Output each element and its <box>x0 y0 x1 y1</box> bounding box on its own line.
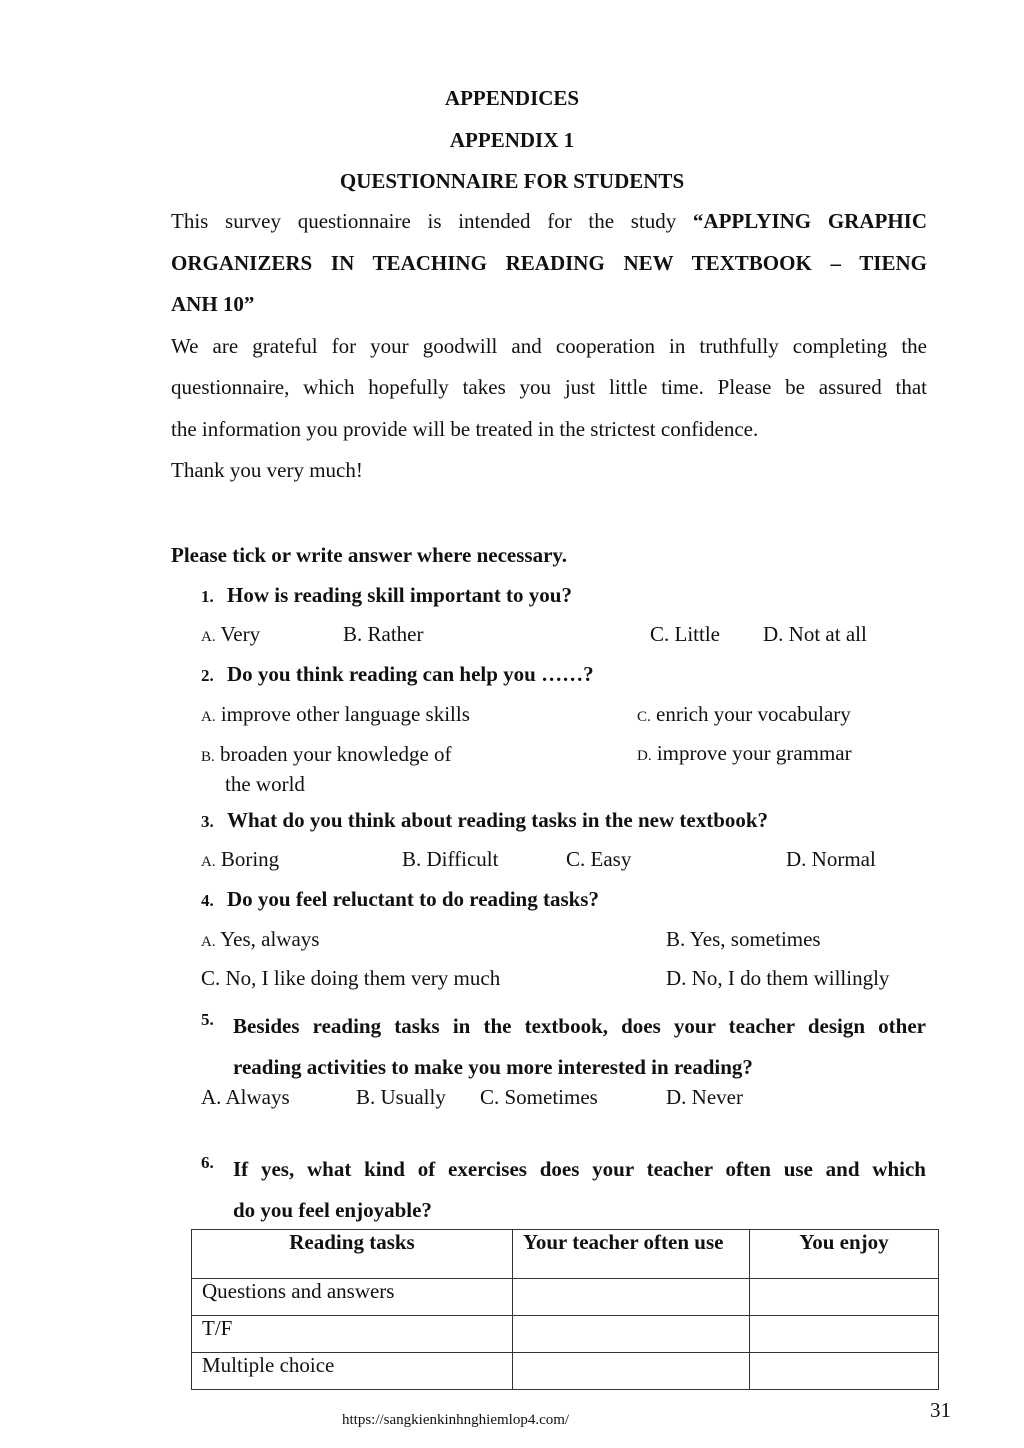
option-text: enrich your vocabulary <box>650 702 851 726</box>
question-text-line-1: Besides reading tasks in the textbook, does your teacher design other <box>233 1014 926 1038</box>
gratitude-line-1: We are grateful for your goodwill and cooperation in truthfully completing the <box>171 333 927 358</box>
option-letter: A. <box>201 709 216 725</box>
gratitude-line-2: questionnaire, which hopefully takes you just little time. Please be assured that <box>171 375 927 399</box>
appendices-heading: APPENDICES <box>444 86 580 110</box>
option-letter: A. <box>201 629 216 645</box>
option-line-1 <box>201 741 452 771</box>
q1-option-c[interactable]: C. Little <box>650 622 720 646</box>
question-text: Do you think reading can help you ……? <box>227 662 594 686</box>
q4-option-c[interactable]: C. No, I like doing them very much <box>201 966 501 990</box>
q2-option-c[interactable] <box>637 702 851 727</box>
option-text: broaden your knowledge of <box>214 742 452 766</box>
header-you-enjoy: You enjoy <box>750 1230 939 1279</box>
appendix-1-heading: APPENDIX 1 <box>449 128 575 152</box>
q5-option-a[interactable]: A. Always <box>201 1085 290 1109</box>
study-title-part-2: ORGANIZERS IN TEACHING READING NEW TEXTBOOK – TIENG <box>171 250 927 275</box>
question-text: What do you think about reading tasks in the new textbook? <box>227 808 769 832</box>
gratitude-line-3: the information you provide will be treated in the strictest confidence. <box>171 416 759 441</box>
teacher-use-cell[interactable] <box>513 1279 750 1316</box>
question-number: 2. <box>201 666 214 685</box>
question-number: 3. <box>201 812 214 831</box>
enjoy-cell[interactable] <box>750 1353 939 1390</box>
task-cell: Multiple choice <box>192 1353 513 1390</box>
table-row <box>192 1279 939 1316</box>
study-title-part-3: ANH 10” <box>171 292 255 316</box>
q3-option-b[interactable]: B. Difficult <box>402 847 499 871</box>
option-letter: B. <box>201 749 215 765</box>
table-row <box>192 1353 939 1390</box>
option-letter: A. <box>201 854 216 870</box>
q5-option-c[interactable]: C. Sometimes <box>480 1085 598 1109</box>
question-text-line-2: do you feel enjoyable? <box>233 1198 432 1222</box>
question-6 <box>233 1149 926 1231</box>
q2-option-d[interactable] <box>637 741 852 766</box>
instruction-text: Please tick or write answer where necessary. <box>171 543 567 567</box>
table-row <box>192 1316 939 1353</box>
task-cell: Questions and answers <box>192 1279 513 1316</box>
questionnaire-title: QUESTIONNAIRE FOR STUDENTS <box>339 169 685 193</box>
option-text: improve your grammar <box>651 741 852 765</box>
q1-option-a[interactable] <box>201 622 260 647</box>
teacher-use-cell[interactable] <box>513 1316 750 1353</box>
question-number: 4. <box>201 891 214 910</box>
q1-option-d[interactable]: D. Not at all <box>763 622 867 646</box>
question-6-number: 6. <box>201 1153 214 1172</box>
enjoy-cell[interactable] <box>750 1279 939 1316</box>
q4-option-d[interactable]: D. No, I do them willingly <box>666 966 890 990</box>
q2-option-b[interactable] <box>201 741 452 798</box>
question-text-line-1: If yes, what kind of exercises does your teacher often use and which <box>233 1157 926 1181</box>
question-5 <box>233 1006 926 1088</box>
q3-option-a[interactable] <box>201 847 279 872</box>
footer-url[interactable]: https://sangkienkinhnghiemlop4.com/ <box>342 1412 570 1428</box>
question-text: Do you feel reluctant to do reading tasks? <box>227 887 599 911</box>
intro-line-1 <box>171 201 927 243</box>
q3-option-c[interactable]: C. Easy <box>566 847 632 871</box>
option-text: Very <box>215 622 261 646</box>
table-header-row <box>192 1230 939 1279</box>
q2-option-a[interactable] <box>201 702 470 727</box>
question-2 <box>201 662 594 687</box>
option-letter: D. <box>637 748 652 764</box>
question-number: 1. <box>201 587 214 606</box>
question-5-number: 5. <box>201 1010 214 1029</box>
option-text: improve other language skills <box>215 702 470 726</box>
question-1 <box>201 583 572 608</box>
question-3 <box>201 808 768 833</box>
q1-option-b[interactable]: B. Rather <box>343 622 424 646</box>
q5-option-b[interactable]: B. Usually <box>356 1085 446 1109</box>
page-number: 31 <box>930 1398 951 1422</box>
option-text: Boring <box>215 847 280 871</box>
study-title-part-1: “APPLYING GRAPHIC <box>692 209 927 233</box>
option-text: Yes, always <box>215 927 320 951</box>
q4-option-b[interactable]: B. Yes, sometimes <box>666 927 821 951</box>
reading-tasks-table <box>191 1229 939 1390</box>
option-line-2: the world <box>225 772 305 796</box>
question-4 <box>201 887 599 912</box>
intro-paragraph <box>171 201 927 492</box>
task-cell: T/F <box>192 1316 513 1353</box>
header-teacher-use: Your teacher often use <box>513 1230 750 1279</box>
q4-option-a[interactable] <box>201 927 319 952</box>
option-letter: C. <box>637 709 651 725</box>
thanks-text: Thank you very much! <box>171 458 363 482</box>
question-text: How is reading skill important to you? <box>227 583 572 607</box>
q5-option-d[interactable]: D. Never <box>666 1085 743 1109</box>
option-letter: A. <box>201 934 216 950</box>
teacher-use-cell[interactable] <box>513 1353 750 1390</box>
intro-lead: This survey questionnaire is intended for the study <box>171 209 693 233</box>
q3-option-d[interactable]: D. Normal <box>786 847 876 871</box>
header-reading-tasks: Reading tasks <box>192 1230 513 1279</box>
question-text-line-2: reading activities to make you more interested in reading? <box>233 1055 753 1079</box>
enjoy-cell[interactable] <box>750 1316 939 1353</box>
